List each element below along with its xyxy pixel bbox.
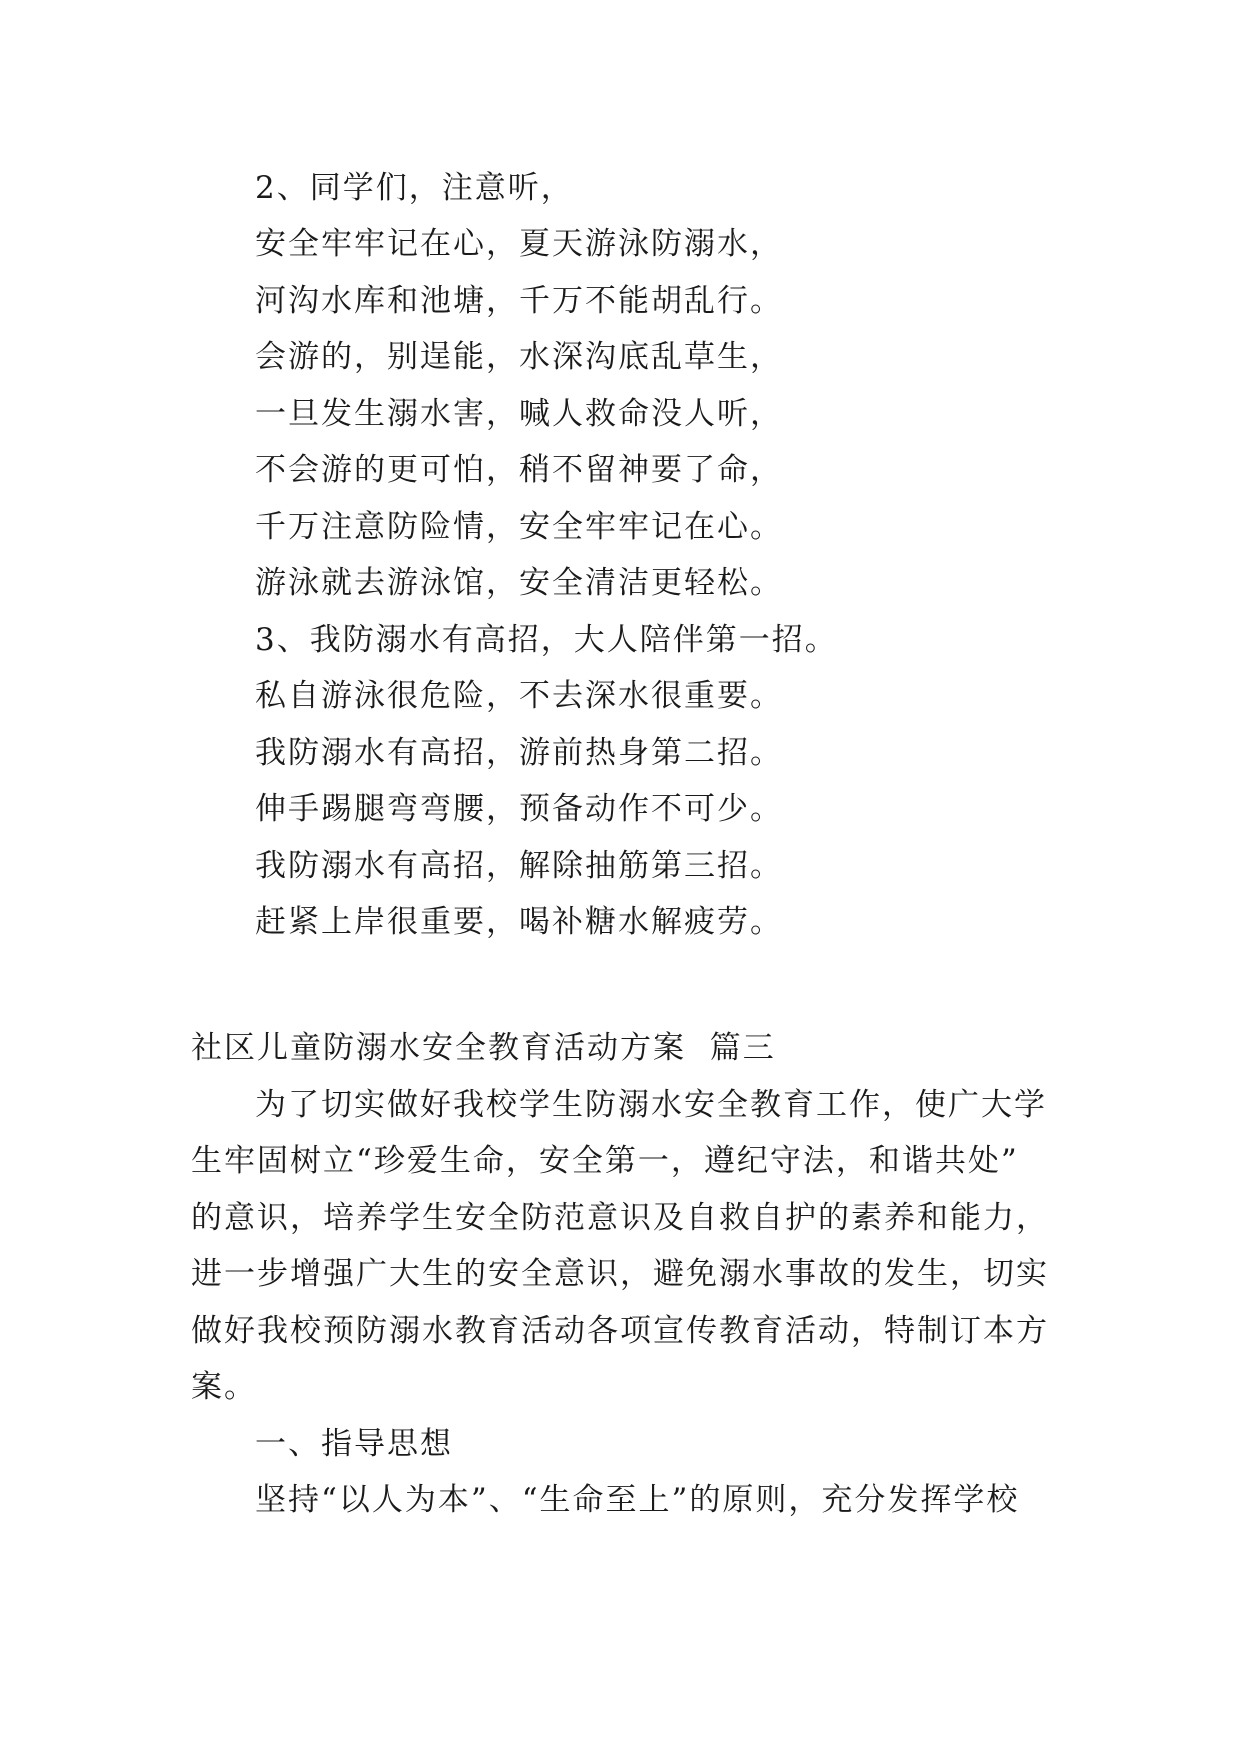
poem-line: 私自游泳很危险，不去深水很重要。: [255, 678, 783, 714]
poem-line: 千万注意防险情，安全牢牢记在心。: [255, 509, 783, 545]
paragraph-line: 为了切实做好我校学生防溺水安全教育工作，使广大学: [255, 1087, 1047, 1123]
poem-line: 我防溺水有高招，游前热身第二招。: [255, 735, 783, 771]
poem-line: 伸手踢腿弯弯腰，预备动作不可少。: [255, 791, 783, 827]
poem-line: 游泳就去游泳馆，安全清洁更轻松。: [255, 565, 783, 601]
poem-line: 一旦发生溺水害，喊人救命没人听，: [255, 396, 783, 432]
poem-line: 3、我防溺水有高招，大人陪伴第一招。: [255, 622, 838, 658]
poem-line: 我防溺水有高招，解除抽筋第三招。: [255, 848, 783, 884]
poem-line: 2、同学们，注意听，: [255, 170, 574, 206]
subheading: 一、指导思想: [255, 1426, 453, 1462]
poem-line: 赶紧上岸很重要，喝补糖水解疲劳。: [255, 904, 783, 940]
poem-line: 河沟水库和池塘，千万不能胡乱行。: [255, 283, 783, 319]
poem-line: 安全牢牢记在心，夏天游泳防溺水，: [255, 226, 783, 262]
paragraph-line: 做好我校预防溺水教育活动各项宣传教育活动，特制订本方: [191, 1313, 1049, 1349]
paragraph-line: 案。: [191, 1369, 257, 1405]
paragraph-line: 的意识，培养学生安全防范意识及自救自护的素养和能力，: [191, 1200, 1049, 1236]
poem-line: 会游的，别逞能，水深沟底乱草生，: [255, 339, 783, 375]
section-heading: 社区儿童防溺水安全教育活动方案 篇三: [191, 1030, 776, 1066]
poem-line: 不会游的更可怕，稍不留神要了命，: [255, 452, 783, 488]
paragraph-line: 进一步增强广大生的安全意识，避免溺水事故的发生，切实: [191, 1256, 1049, 1292]
paragraph-line: 生牢固树立“珍爱生命，安全第一，遵纪守法，和谐共处”: [191, 1143, 1019, 1179]
paragraph-line: 坚持“以人为本”、“生命至上”的原则，充分发挥学校: [255, 1482, 1020, 1518]
